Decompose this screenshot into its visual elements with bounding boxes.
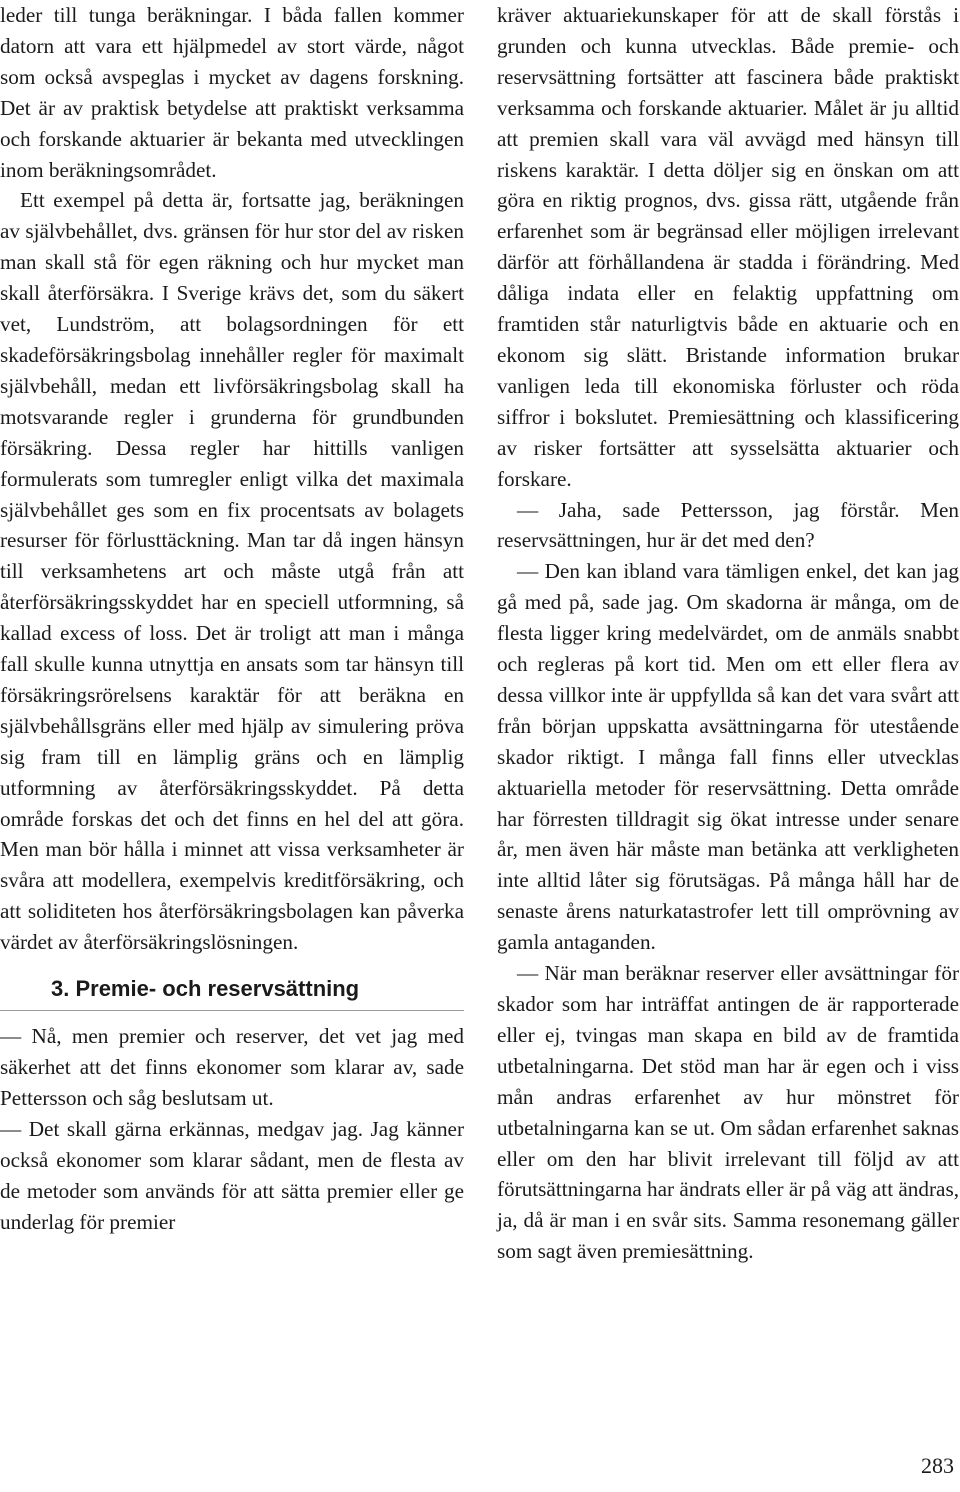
paragraph: Ett exempel på detta är, fortsatte jag, beräkningen av självbehållet, dvs. gränsen för hur stor del av risken man skall stå för egen räkning och hur mycket man skall återförsäkra. I Sverige krävs det, som du säkert vet, Lundström, att bolagsordningen för ett skadeförsäkringsbolag innehåller regler för maximalt självbehåll, medan ett livförsäkringsbolag skall ha motsvarande regler i grunderna för grundbunden försäkring. Dessa regler har hittills vanligen formulerats som tumregler enligt vilka det maximala självbehållet ges som en fix procentsats av bolagets resurser för förlusttäckning. Man tar då ingen hänsyn till verksamhetens art och måste utgå från att återförsäkringsskyddet har en speciell utformning, så kallad excess of loss. Det är troligt att man i många fall skulle kunna utnyttja en ansats som tar hänsyn till försäkringsrörelsens karaktär för att beräkna en självbehållsgräns eller med hjälp av simulering pröva sig fram till en lämplig gräns och en lämplig utformning av återförsäkringsskyddet. På detta område forskas det och det finns en hel del att göra. Men man bör hålla i minnet att vissa verksamheter är svåra att modellera, exempelvis kreditförsäkring, och att soliditeten hos återförsäkringsbolagen kan påverka värdet av återförsäkringslösningen. — [0, 188, 464, 955]
paragraph: — Nå, men premier och reserver, det vet jag med säkerhet att det finns ekonomer som klarar av, sade Pettersson och såg beslutsam ut. — [0, 1024, 464, 1110]
paragraph: — Jaha, sade Pettersson, jag förstår. Men reservsättningen, hur är det med den? — [497, 497, 959, 553]
paragraph: leder till tunga beräkningar. I båda fallen kommer datorn att vara ett hjälpmedel av stort värde, något som också avspeglas i mycket av dagens forskning. Det är av praktisk betydelse att praktiskt verksamma och forskande aktuarier är bekanta med utvecklingen inom beräkningsområdet. — [0, 3, 464, 182]
right-column — [497, 0, 959, 1267]
section-heading: 3. Premie- och reservsättning — [51, 976, 360, 1002]
page-number: 283 — [921, 1453, 954, 1478]
left-column — [0, 0, 464, 1237]
paragraph: — När man beräknar reserver eller avsättningar för skador som har inträffat antingen de är rapporterade eller ej, tvingas man skapa en bild av de framtida utbetalningarna. Det stöd man har är egen och i viss mån andras erfarenhet av hur mönstret för utbetalningarna kan se ut. Om sådan erfarenhet saknas eller om den har blivit irrelevant till följd av att förutsättningarna har ändrats eller är på väg att ändras, ja, då är man i en svår sits. Samma resonemang gäller som sagt även premiesättning. — [497, 961, 959, 1264]
paragraph: — Den kan ibland vara tämligen enkel, det kan jag gå med på, sade jag. Om skadorna är många, om de flesta ligger kring medelvärdet, om de anmäls snabbt och regleras på kort tid. Men om ett eller flera av dessa villkor inte är uppfyllda så kan det vara svårt att från början uppskatta avsättningarna för utestående skador riktigt. I många fall finns eller utvecklas aktuariella metoder för reservsättning. Detta område har förresten tilldragit sig ökat intresse under senare år, men även här måste man betänka att verkligheten inte alltid låter sig förutsägas. På många håll har de senaste årens naturkatastrofer lett till omprövning av gamla antaganden. — [497, 559, 959, 955]
paragraph: kräver aktuariekunskaper för att de skall förstås i grunden och kunna utvecklas. Både premie- och reservsättning fortsätter att fascinera både praktiskt verksamma och forskande aktuarier. Målet är ju alltid att premien skall vara väl avvägd med hänsyn till riskens karaktär. I detta döljer sig en önskan om att göra en riktig prognos, dvs. gissa rätt, utgående från erfarenhet som är begränsad eller möjligen irrelevant därför att förhållandena är stadda i förändring. Med dåliga indata eller en felaktig uppfattning om framtiden står naturligtvis både en aktuarie och en ekonom sig slätt. Bristande information brukar vanligen leda till ekonomiska förluster och röda siffror i bokslutet. Premiesättning och klassificering av risker fortsätter att sysselsätta aktuarier och forskare. — [497, 3, 959, 491]
section-heading-container — [0, 974, 464, 1011]
paragraph: — Det skall gärna erkännas, medgav jag. Jag känner också ekonomer som klarar sådant, men de flesta av de metoder som används för att sätta premier eller ge underlag för premier — [0, 1116, 464, 1234]
